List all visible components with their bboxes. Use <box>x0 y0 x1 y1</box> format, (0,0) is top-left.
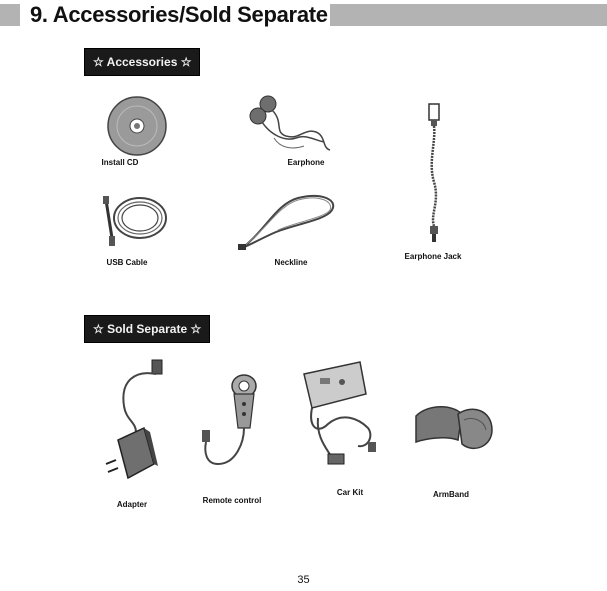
neckline-icon <box>236 190 340 252</box>
car-kit-icon <box>298 358 388 470</box>
header-bar-right <box>330 4 607 26</box>
item-label-armband: ArmBand <box>432 490 470 499</box>
item-label-earphone: Earphone <box>287 158 325 167</box>
remote-control-icon <box>196 372 272 474</box>
item-label-usb-cable: USB Cable <box>106 258 148 267</box>
adapter-icon <box>100 356 172 486</box>
page-number: 35 <box>297 574 310 586</box>
item-label-remote-control: Remote control <box>202 496 262 505</box>
earphone-jack-icon <box>414 102 454 244</box>
header-bar-left <box>0 4 20 26</box>
usb-cable-icon <box>100 194 172 252</box>
item-label-install-cd: Install CD <box>101 158 139 167</box>
earphone-icon <box>244 92 334 156</box>
sold-separate-heading: ☆ Sold Separate ☆ <box>84 315 210 343</box>
item-label-adapter: Adapter <box>116 500 148 509</box>
item-label-earphone-jack: Earphone Jack <box>404 252 462 261</box>
item-label-neckline: Neckline <box>274 258 308 267</box>
accessories-heading: ☆ Accessories ☆ <box>84 48 200 76</box>
item-label-car-kit: Car Kit <box>336 488 364 497</box>
page-title: 9. Accessories/Sold Separate <box>30 2 328 27</box>
cd-icon <box>104 95 170 157</box>
armband-icon <box>412 400 496 456</box>
